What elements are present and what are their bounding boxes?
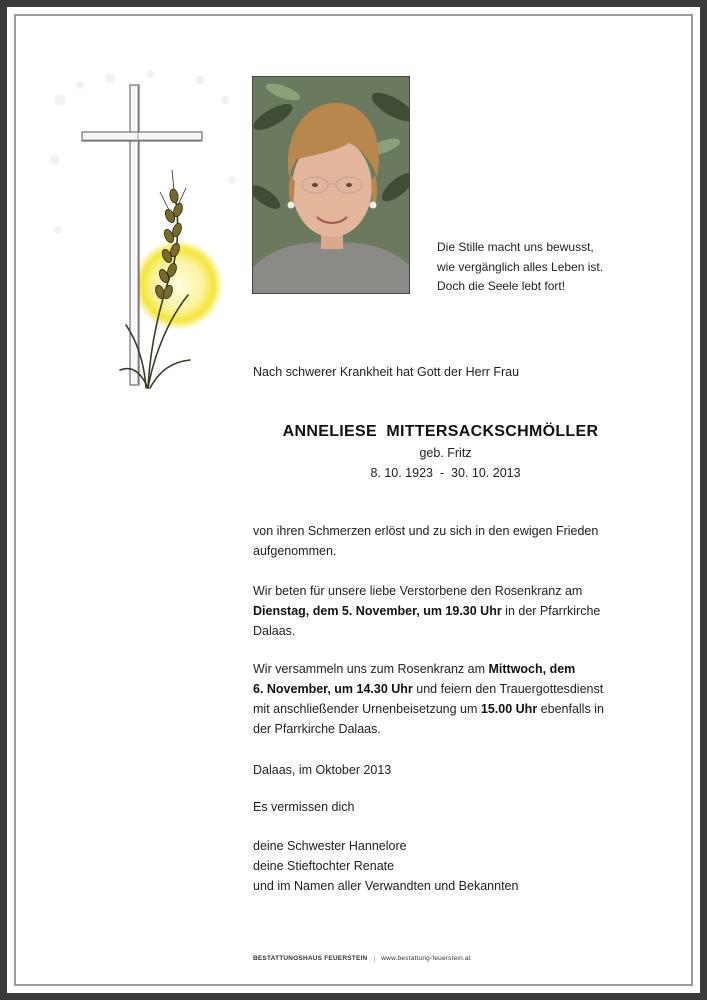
quote-line: Die Stille macht uns bewusst, <box>437 240 594 254</box>
urn-time-bold: 15.00 Uhr <box>480 702 538 716</box>
paragraph-line <box>253 699 638 719</box>
paragraph-line: von ihren Schmerzen erlöst und zu sich in den ewigen Frieden <box>253 524 599 538</box>
place-date: Dalaas, im Oktober 2013 <box>253 763 392 777</box>
signature-line: deine Schwester Hannelore <box>253 839 407 853</box>
quote-line: Doch die Seele lebt fort! <box>437 279 566 293</box>
funeral-day-bold: Mittwoch, dem <box>488 662 576 676</box>
paragraph-rosary-tuesday <box>253 581 633 641</box>
signatures <box>253 836 518 896</box>
memorial-quote <box>437 238 603 297</box>
footer <box>253 955 471 962</box>
signature-line: und im Namen aller Verwandten und Bekannten <box>253 879 519 893</box>
paragraph-text: ebenfalls in <box>537 702 604 716</box>
cross-with-wheat-icon <box>50 70 240 400</box>
footer-separator: | <box>373 955 376 962</box>
paragraph-peace <box>253 521 633 561</box>
life-dates: 8. 10. 1923 - 30. 10. 2013 <box>370 466 521 480</box>
paragraph-text: mit anschließender Urnenbeisetzung um <box>253 702 481 716</box>
paragraph-line <box>253 679 638 699</box>
funeral-date-bold: 6. November, um 14.30 Uhr <box>253 682 413 696</box>
paragraph-line <box>253 659 638 679</box>
rosary-date-bold: Dienstag, dem 5. November, um 19.30 Uhr <box>253 604 502 618</box>
portrait-photo <box>252 76 410 294</box>
paragraph-line <box>253 601 633 621</box>
paragraph-text: in der Pfarrkirche <box>501 604 601 618</box>
paragraph-line: aufgenommen. <box>253 544 337 558</box>
funeral-home-url[interactable]: www.bestattung-feuerstein.at <box>381 955 471 962</box>
funeral-home-name: BESTATTUNGSHAUS FEUERSTEIN <box>253 955 368 962</box>
signature-line: deine Stieftochter Renate <box>253 859 395 873</box>
intro-text: Nach schwerer Krankheit hat Gott der Herr Frau <box>253 365 520 379</box>
paragraph-funeral <box>253 659 638 739</box>
paragraph-text: Wir versammeln uns zum Rosenkranz am <box>253 662 489 676</box>
paragraph-line: Wir beten für unsere liebe Verstorbene den Rosenkranz am <box>253 584 583 598</box>
paragraph-line: der Pfarrkirche Dalaas. <box>253 722 381 736</box>
birth-name: geb. Fritz <box>419 446 472 460</box>
paragraph-line: Dalaas. <box>253 624 296 638</box>
quote-line: wie vergänglich alles Leben ist. <box>437 259 604 274</box>
deceased-name: ANNELIESE MITTERSACKSCHMÖLLER <box>282 423 599 440</box>
deceased-block <box>253 421 638 483</box>
missed-by-text: Es vermissen dich <box>253 800 355 814</box>
paragraph-text: und feiern den Trauergottesdienst <box>412 682 604 696</box>
